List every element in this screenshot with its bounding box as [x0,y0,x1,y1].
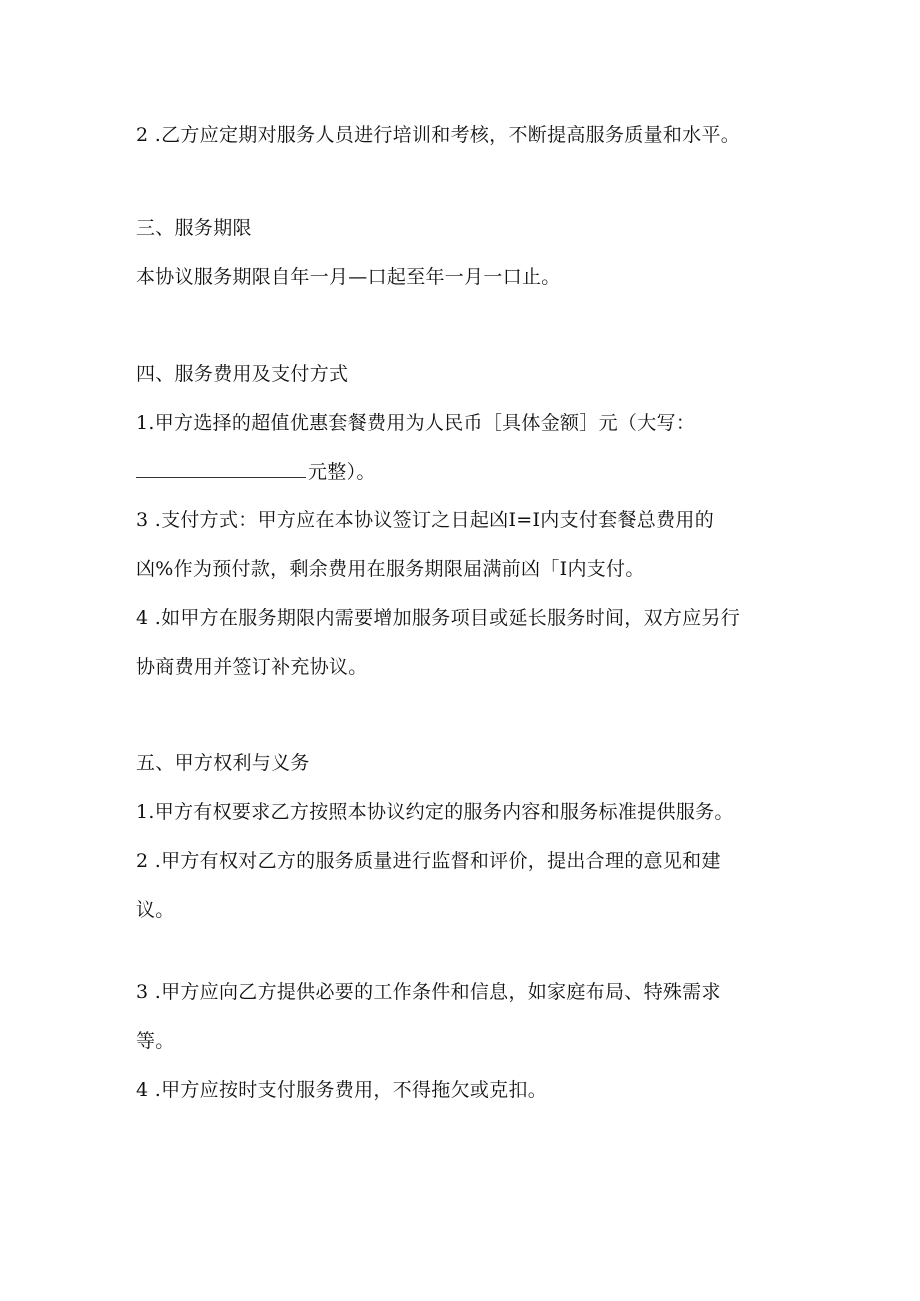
clause-3-payment-method-cont: 凶%作为预付款，剩余费用在服务期限届满前凶「I内支付。 [136,558,645,580]
clause-1-request-service: 1.甲方有权要求乙方按照本协议约定的服务内容和服务标准提供服务。 [136,801,734,823]
amount-blank [136,459,306,478]
amount-suffix: 元整）。 [308,461,376,483]
section-heading-party-a-rights: 五、甲方权利与义务 [136,752,310,774]
clause-2-supervise-quality-cont: 议。 [136,899,175,921]
clause-2-supervise-quality: 2 .甲方有权对乙方的服务质量进行监督和评价，提出合理的意见和建 [136,850,721,872]
clause-1-package-fee: 1.甲方选择的超值优惠套餐费用为人民币［具体金额］元（大写： [136,412,696,434]
clause-4-additional-services-cont: 协商费用并签订补充协议。 [136,656,368,678]
clause-4-timely-payment: 4 .甲方应按时支付服务费用，不得拖欠或克扣。 [136,1079,548,1101]
section-heading-service-period: 三、服务期限 [136,217,252,239]
clause-4-additional-services: 4 .如甲方在服务期限内需要增加服务项目或延长服务时间，双方应另行 [136,607,741,629]
service-period-text: 本协议服务期限自年一月—口起至年一月一口止。 [136,266,561,288]
clause-3-provide-conditions-cont: 等。 [136,1030,175,1052]
clause-3-provide-conditions: 3 .甲方应向乙方提供必要的工作条件和信息，如家庭布局、特殊需求 [136,981,721,1003]
clause-2-training: 2 .乙方应定期对服务人员进行培训和考核，不断提高服务质量和水平。 [136,124,741,146]
section-heading-fees: 四、服务费用及支付方式 [136,363,349,385]
clause-3-payment-method: 3 .支付方式：甲方应在本协议签订之日起凶I=I内支付套餐总费用的 [136,509,714,531]
amount-in-words-line [136,459,376,484]
